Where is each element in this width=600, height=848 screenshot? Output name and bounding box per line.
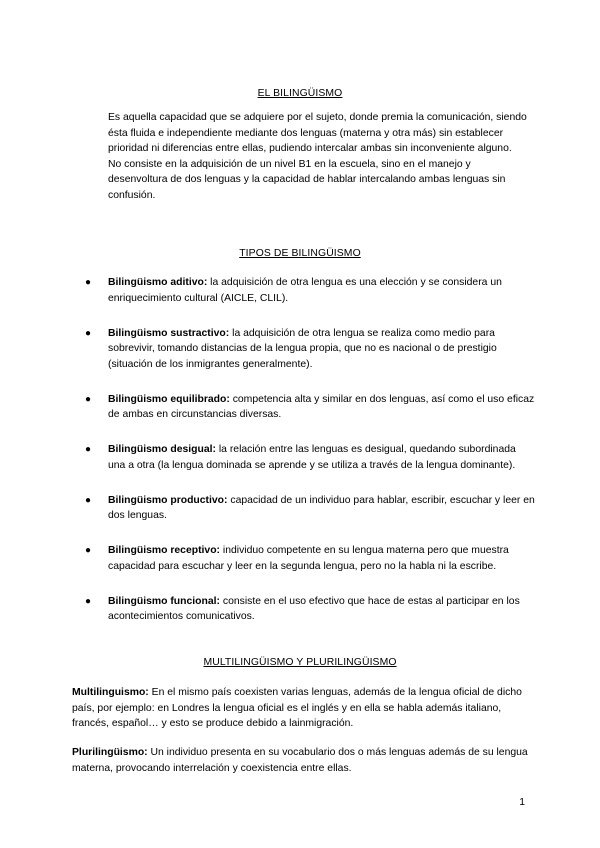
definition: En el mismo país coexisten varias lenguas, además de la lengua oficial de dicho país, por ejemplo: en Londres la lengua oficial es el inglés y en ella se habla además italiano, francés, español… y esto se produce debido a lainmigración. xyxy=(72,687,522,729)
list-item xyxy=(85,543,535,574)
bullet-icon: ● xyxy=(85,277,92,288)
multilinguismo-paragraph xyxy=(72,685,532,732)
intro-section xyxy=(108,110,532,203)
multi-heading: MULTILINGÜISMO Y PLURILINGÜISMO xyxy=(203,657,397,668)
types-heading: TIPOS DE BILINGÜISMO xyxy=(239,248,361,259)
term: Bilingüismo equilibrado: xyxy=(108,393,230,405)
bullet-icon: ● xyxy=(85,327,92,339)
intro-paragraph-2: No consiste en la adquisición de un nivel B1 en la escuela, sino en el manejo y desenvoltura de dos lenguas y la capacidad de hablar intercalando ambas lenguas sin confusión. xyxy=(108,158,506,201)
list-item xyxy=(85,594,535,625)
definition: Un individuo presenta en su vocabulario dos o más lenguas además de su lengua materna, provocando interrelación y coexistencia entre ellas. xyxy=(72,747,528,774)
bullet-icon: ● xyxy=(85,595,92,607)
bullet-icon: ● xyxy=(85,545,92,556)
plurilinguismo-paragraph xyxy=(72,745,532,776)
term: Bilingüismo sustractivo: xyxy=(108,327,230,339)
definition: la adquisición de otra lengua se realiza como medio para sobrevivir, tomando distancias de la lengua propia, que no es nacional o de prestigio (situación de los inmigrantes generalmente). xyxy=(108,327,497,370)
term: Multilinguismo: xyxy=(72,687,149,698)
list-item xyxy=(85,275,535,306)
term: Plurilingüismo: xyxy=(72,747,148,758)
definition: consiste en el uso efectivo que hace de estas al participar en los acontecimientos comunicativos. xyxy=(108,595,520,622)
term: Bilingüismo productivo: xyxy=(108,494,228,506)
list-item xyxy=(85,493,535,524)
list-item xyxy=(85,326,535,373)
definition: competencia alta y similar en dos lenguas, así como el uso eficaz de ambas en circunstancias diversas. xyxy=(108,393,535,420)
intro-paragraph-1: Es aquella capacidad que se adquiere por el sujeto, donde premia la comunicación, siendo ésta fluida e independiente mediante dos lenguas (materna y otra más) sin establecer prioridad ni diferencias entre ellas, pudiendo intercalar ambas sin inconveniente alguno. xyxy=(108,112,527,154)
types-list xyxy=(85,275,535,644)
bullet-icon: ● xyxy=(85,393,92,405)
definition: la adquisición de otra lengua es una elección y se considera un enriquecimiento cultural (AICLE, CLIL). xyxy=(108,277,502,304)
term: Bilingüismo desigual: xyxy=(108,444,216,455)
page-title: EL BILINGÜISMO xyxy=(257,88,343,99)
bullet-icon: ● xyxy=(85,444,92,455)
list-item xyxy=(85,442,535,473)
definition: capacidad de un individuo para hablar, escribir, escuchar y leer en dos lenguas. xyxy=(108,494,535,521)
term: Bilingüismo aditivo: xyxy=(108,277,208,288)
page-number: 1 xyxy=(519,797,525,808)
bullet-icon: ● xyxy=(85,494,92,506)
definition: individuo competente en su lengua materna pero que muestra capacidad para escuchar y leer en la segunda lengua, pero no la habla ni la escribe. xyxy=(108,545,509,572)
term: Bilingüismo funcional: xyxy=(108,595,220,607)
list-item xyxy=(85,392,535,423)
term: Bilingüismo receptivo: xyxy=(108,545,221,556)
definition: la relación entre las lenguas es desigual, quedando subordinada una a otra (la lengua dominada se aprende y se utiliza a través de la lengua dominante). xyxy=(108,444,516,471)
